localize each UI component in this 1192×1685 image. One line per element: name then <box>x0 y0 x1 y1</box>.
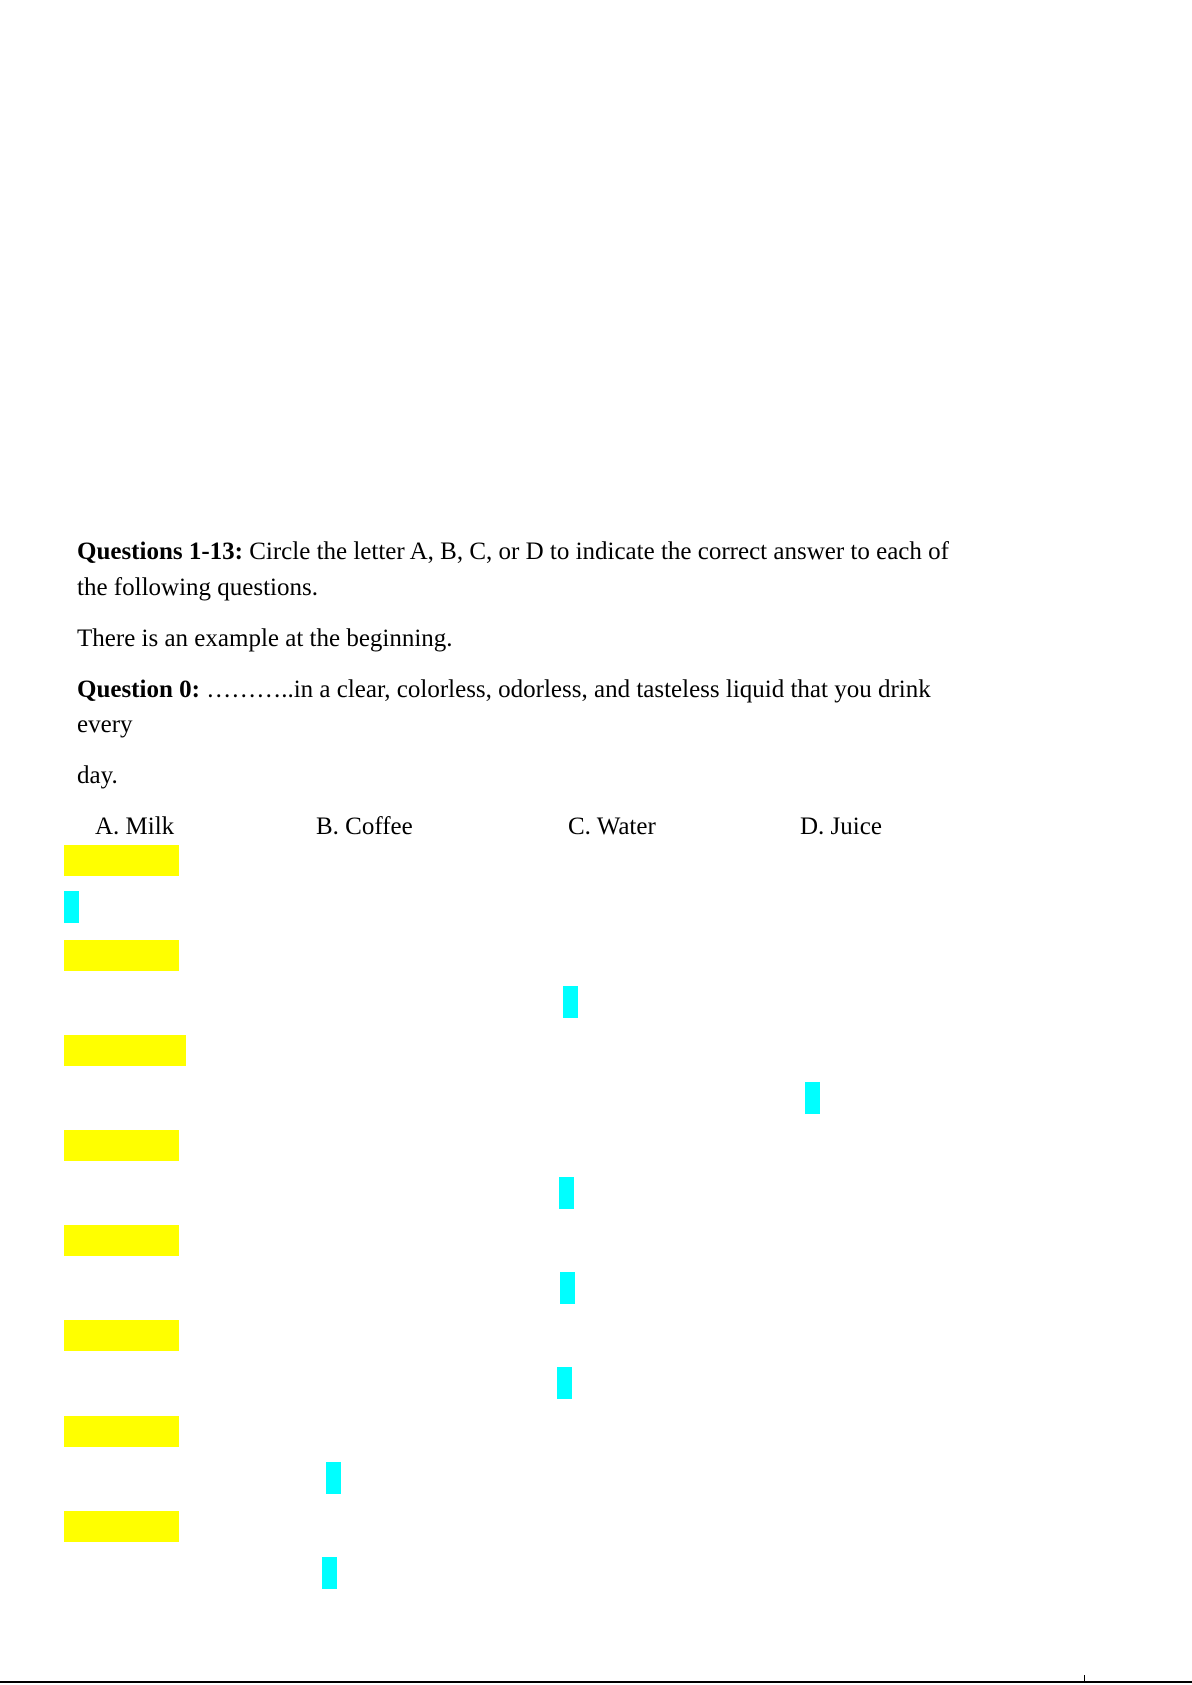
answer-highlight <box>64 891 79 923</box>
instructions-text: Circle the letter A, B, C, or D to indicate the correct answer to each of <box>242 538 949 565</box>
answer-highlight <box>560 1272 575 1304</box>
example-note: There is an example at the beginning. <box>77 625 453 652</box>
answer-highlight <box>563 986 578 1018</box>
example-question-text: ………..in a clear, colorless, odorless, and tasteless liquid that you drink <box>199 676 931 703</box>
example-question-label: Question 0: <box>77 676 200 703</box>
question-label-highlight <box>64 1320 179 1351</box>
question-label-highlight <box>64 1511 179 1542</box>
answer-highlight <box>559 1177 574 1209</box>
question-label-highlight <box>64 1130 179 1161</box>
answer-highlight <box>557 1367 572 1399</box>
answer-highlight <box>805 1082 820 1114</box>
question-label-highlight <box>64 845 179 876</box>
question-label-highlight <box>64 940 179 971</box>
answer-highlight <box>326 1462 341 1494</box>
instructions-heading: Questions 1-13: <box>77 538 243 565</box>
page-corner-mark <box>1084 1675 1085 1683</box>
example-question-line-1 <box>77 675 931 705</box>
answer-highlight <box>322 1557 337 1589</box>
option-b: B. Coffee <box>316 813 413 840</box>
instructions-line-1 <box>77 537 949 567</box>
page-bottom-rule <box>0 1681 1192 1683</box>
option-a: A. Milk <box>95 813 175 840</box>
question-label-highlight <box>64 1035 186 1066</box>
question-label-highlight <box>64 1416 179 1447</box>
question-label-highlight <box>64 1225 179 1256</box>
example-question-line-3: day. <box>77 762 118 789</box>
option-c: C. Water <box>568 813 656 840</box>
example-question-line-2: every <box>77 711 133 738</box>
instructions-line-2: the following questions. <box>77 574 318 601</box>
option-d: D. Juice <box>800 813 882 840</box>
